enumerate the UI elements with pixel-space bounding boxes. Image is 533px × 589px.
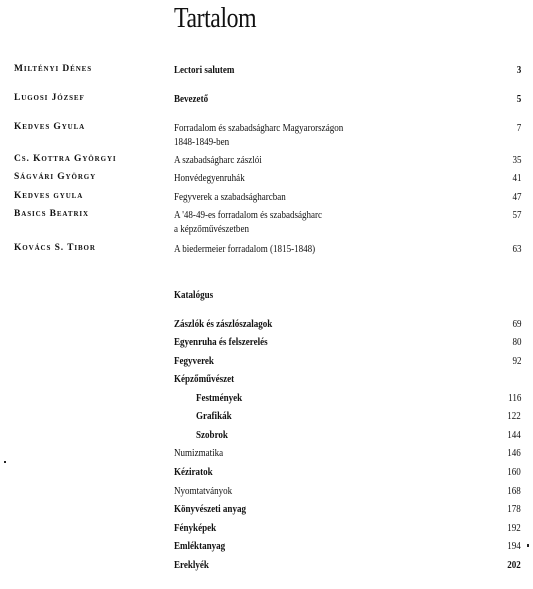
- toc-author: Kovács S. Tibor: [14, 243, 96, 253]
- toc-page: 57: [511, 210, 521, 221]
- toc-author: Cs. Kottra Györgyi: [14, 154, 117, 164]
- catalog-item: [0, 466, 533, 480]
- scan-speck: [527, 544, 529, 547]
- catalog-item: [0, 410, 533, 424]
- catalog-page: 80: [511, 337, 521, 348]
- catalog-heading: Katalógus: [174, 290, 214, 301]
- toc-page: 41: [511, 173, 521, 184]
- toc-page: 7: [516, 123, 521, 134]
- catalog-item: [0, 336, 533, 350]
- toc-author: Basics Beatrix: [14, 209, 89, 219]
- toc-author: Lugosi József: [14, 93, 85, 103]
- catalog-title: Fegyverek: [174, 356, 214, 367]
- catalog-page: 160: [507, 467, 521, 478]
- toc-entry: [0, 122, 533, 150]
- catalog-page: 69: [511, 319, 521, 330]
- catalog-title: Könyvészeti anyag: [174, 504, 246, 515]
- catalog-page: 122: [507, 411, 521, 422]
- toc-entry: [0, 191, 533, 205]
- toc-entry: [0, 172, 533, 186]
- catalog-page: 202: [507, 560, 521, 571]
- catalog-title: Nyomtatványok: [174, 486, 233, 497]
- catalog-item: [0, 318, 533, 332]
- toc-author: Ságvári György: [14, 172, 97, 182]
- toc-entry: [0, 209, 533, 237]
- toc-author: Kedves Gyula: [14, 122, 86, 132]
- toc-title: Fegyverek a szabadságharcban: [174, 192, 286, 203]
- toc-title: [174, 209, 322, 237]
- toc-author: Kedves gyula: [14, 191, 84, 201]
- catalog-item: [0, 392, 533, 406]
- catalog-page: 194: [507, 541, 521, 552]
- catalog-page: 92: [511, 356, 521, 367]
- toc-title: A biedermeier forradalom (1815-1848): [174, 244, 316, 255]
- toc-entry: [0, 64, 533, 78]
- toc-title-line: A '48-49-es forradalom és szabadságharc: [174, 210, 323, 221]
- catalog-item: [0, 485, 533, 499]
- toc-title-line: 1848-1849-ben: [174, 137, 230, 148]
- toc-title-line: a képzőművészetben: [174, 224, 249, 235]
- catalog-title: Szobrok: [196, 430, 228, 441]
- catalog-title: Fényképek: [174, 523, 217, 534]
- toc-title: A szabadságharc zászlói: [174, 155, 262, 166]
- catalog-title: Festmények: [196, 393, 243, 404]
- toc-entry: [0, 243, 533, 257]
- toc-page: 35: [511, 155, 521, 166]
- catalog-title: Ereklyék: [174, 560, 209, 571]
- toc-title: Bevezető: [174, 94, 209, 105]
- toc-entry: [0, 154, 533, 168]
- catalog-page: 146: [507, 448, 521, 459]
- toc-title: Honvédegyenruhák: [174, 173, 245, 184]
- catalog-title: Kéziratok: [174, 467, 213, 478]
- catalog-page: 192: [507, 523, 521, 534]
- toc-page: 5: [516, 94, 521, 105]
- catalog-item: [0, 355, 533, 369]
- toc-title: [174, 122, 343, 150]
- toc-page: 3: [516, 65, 521, 76]
- toc-title: Lectori salutem: [174, 65, 235, 76]
- catalog-page: 178: [507, 504, 521, 515]
- catalog-heading-row: [0, 289, 533, 303]
- toc-page: 63: [511, 244, 521, 255]
- catalog-page: 144: [507, 430, 521, 441]
- catalog-page: 168: [507, 486, 521, 497]
- catalog-item: [0, 373, 533, 387]
- catalog-page: 116: [507, 393, 521, 404]
- catalog-item: [0, 540, 533, 554]
- catalog-item: [0, 429, 533, 443]
- catalog-title: Grafikák: [196, 411, 232, 422]
- catalog-title: Emléktanyag: [174, 541, 226, 552]
- catalog-item: [0, 503, 533, 517]
- toc-page: 47: [511, 192, 521, 203]
- scan-speck: [4, 461, 6, 463]
- catalog-item: [0, 522, 533, 536]
- toc-author: Miltényi Dénes: [14, 64, 93, 74]
- catalog-item: [0, 447, 533, 461]
- catalog-item: [0, 559, 533, 573]
- catalog-title: Képzőművészet: [174, 374, 235, 385]
- toc-title-line: Forradalom és szabadságharc Magyarországon: [174, 123, 344, 134]
- catalog-title: Numizmatika: [174, 448, 224, 459]
- catalog-title: Zászlók és zászlószalagok: [174, 319, 273, 330]
- toc-entry: [0, 93, 533, 107]
- page-title: Tartalom: [174, 2, 257, 34]
- catalog-title: Egyenruha és felszerelés: [174, 337, 268, 348]
